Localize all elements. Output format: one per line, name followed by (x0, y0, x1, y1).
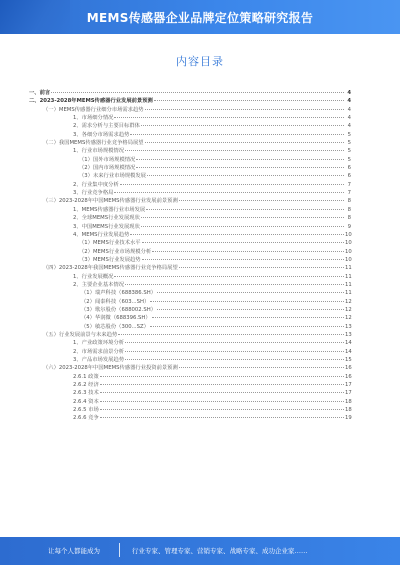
toc-entry-label: 2、行业集中度分析 (73, 181, 119, 188)
toc-dot-leader (142, 254, 344, 260)
toc-dot-leader (150, 321, 344, 327)
toc-entry-page: 12 (345, 298, 352, 305)
toc-entry-label: 1、MEMS传感器行业市场发展 (73, 206, 146, 213)
toc-dot-leader (120, 179, 344, 185)
toc-entry-page: 14 (345, 348, 352, 355)
toc-dot-leader (51, 87, 344, 93)
toc-dot-leader (100, 404, 344, 410)
toc-dot-leader (141, 120, 344, 126)
toc-dot-leader (150, 296, 344, 302)
toc-entry-label: （1）国外市场规模情况 (79, 156, 136, 163)
toc-dot-leader (136, 154, 344, 160)
table-of-contents (29, 88, 351, 422)
toc-entry-label: （三）2023-2028年中国MEMS传感器行业发展前景预测 (43, 198, 178, 205)
toc-entry-page: 4 (347, 123, 351, 130)
toc-dot-leader (125, 337, 344, 343)
toc-entry-page: 5 (347, 156, 351, 163)
toc-entry-page: 12 (345, 315, 352, 322)
toc-entry-label: （二）我国MEMS传感器行业竞争格局展望 (43, 140, 144, 147)
toc-dot-leader (179, 262, 344, 268)
toc-entry-label: （1）瑞声科技（688386.SH） (81, 290, 156, 297)
toc-dot-leader (130, 129, 344, 135)
footer-slogan-left: 让每个人都能成为 (48, 547, 100, 555)
toc-entry-label: 1、行业发展概况 (73, 273, 114, 280)
toc-entry-page: 4 (347, 106, 351, 113)
toc-entry-page: 10 (345, 231, 352, 238)
toc-dot-leader (118, 329, 344, 335)
toc-entry-page: 6 (347, 173, 351, 180)
toc-entry-page: 6 (347, 165, 351, 172)
toc-entry-page: 7 (347, 181, 351, 188)
toc-dot-leader (146, 204, 344, 210)
toc-heading: 内容目录 (176, 55, 224, 68)
toc-entry-page: 11 (345, 273, 352, 280)
toc-entry-page: 4 (347, 115, 351, 122)
toc-dot-leader (100, 412, 344, 418)
toc-entry-page: 13 (345, 331, 352, 338)
toc-entry-page: 5 (347, 140, 351, 147)
toc-entry-page: 9 (347, 223, 351, 230)
toc-entry-label: 1、产业政策环境分析 (73, 340, 125, 347)
toc-entry-page: 10 (345, 256, 352, 263)
toc-entry-page: 18 (345, 398, 352, 405)
toc-entry-label: （2）MEMS行业市场规模分析 (79, 248, 152, 255)
toc-dot-leader (145, 137, 344, 143)
footer-slogan-right: 行业专家、管理专家、营销专家、战略专家、成功企业家…… (132, 547, 308, 555)
toc-entry-label: 3、行业竞争格局 (73, 190, 114, 197)
toc-entry-page: 19 (345, 415, 352, 422)
footer-divider (119, 543, 120, 557)
toc-dot-leader (152, 312, 344, 318)
toc-entry-label: 2、全球MEMS行业发展现状 (73, 215, 140, 222)
toc-dot-leader (114, 112, 344, 118)
toc-dot-leader (179, 195, 344, 201)
toc-entry-label: 2.6.4 资本 (73, 398, 99, 405)
toc-entry-label: 一、前言 (29, 90, 51, 96)
toc-entry-label: 2、需求分析与主要目标群体 (73, 123, 140, 130)
toc-dot-leader (100, 371, 344, 377)
toc-entry-page: 12 (345, 306, 352, 313)
toc-entry-page: 10 (345, 248, 352, 255)
header-banner (0, 0, 400, 34)
toc-entry-label: （2）国内市场规模情况 (79, 165, 136, 172)
toc-entry-page: 14 (345, 340, 352, 347)
toc-entry-label: 2.6.2 经济 (73, 382, 99, 389)
toc-entry-label: 3、中国MEMS行业发展现状 (73, 223, 140, 230)
toc-entry-page: 18 (345, 407, 352, 414)
toc-entry-page: 4 (347, 98, 351, 105)
toc-entry-label: 1、行业市场规模情况 (73, 148, 125, 155)
toc-entry-label: （3）歌尔股份（688002.SH） (81, 306, 156, 313)
toc-dot-leader (130, 229, 344, 235)
toc-entry-page: 11 (345, 290, 352, 297)
toc-dot-leader (157, 287, 344, 293)
toc-entry-label: 4、MEMS行业发展趋势 (73, 231, 130, 238)
toc-dot-leader (147, 170, 344, 176)
toc-dot-leader (152, 246, 344, 252)
toc-entry-page: 7 (347, 190, 351, 197)
toc-dot-leader (157, 304, 344, 310)
toc-entry-page: 13 (345, 323, 352, 330)
toc-entry-page: 11 (345, 265, 352, 272)
toc-entry-label: （六）2023-2028年中国MEMS传感器行业投资前景预测 (43, 365, 178, 372)
toc-entry-label: （一）MEMS传感器行业细分市场需求趋势 (43, 106, 144, 113)
toc-dot-leader (114, 271, 344, 277)
toc-dot-leader (100, 379, 344, 385)
toc-entry-page: 15 (345, 357, 352, 363)
toc-entry-page: 8 (347, 198, 351, 205)
report-title: MEMS传感器企业品牌定位策略研究报告 (86, 11, 314, 25)
toc-entry[interactable] (29, 413, 351, 421)
toc-entry-page: 16 (345, 373, 352, 380)
toc-entry-page: 8 (347, 206, 351, 213)
toc-entry-page: 8 (347, 215, 351, 222)
toc-entry-label: 2.6.6 竞争 (73, 415, 99, 422)
toc-dot-leader (100, 387, 344, 393)
toc-entry-label: 二、2023-2028年MEMS传感器行业发展前景预测 (29, 98, 153, 105)
toc-entry-label: 3、各细分市场需求趋势 (73, 131, 130, 138)
toc-entry-page: 17 (345, 390, 352, 397)
toc-entry-label: 2.6.1 政策 (73, 373, 99, 380)
toc-entry-page: 5 (347, 131, 351, 138)
toc-dot-leader (136, 162, 344, 168)
footer-banner (0, 537, 400, 565)
toc-entry-page: 16 (345, 365, 352, 372)
toc-entry-label: （1）MEMS行业技术水平 (79, 240, 141, 247)
toc-dot-leader (125, 145, 344, 151)
toc-entry-label: 2.6.5 市场 (73, 407, 99, 414)
toc-entry-page: 17 (345, 382, 352, 389)
toc-entry-label: （3）未来行业市场规模发展 (79, 173, 146, 180)
toc-dot-leader (145, 104, 344, 110)
toc-dot-leader (154, 95, 344, 101)
toc-entry-page: 10 (345, 240, 352, 247)
toc-dot-leader (114, 187, 344, 193)
toc-entry-label: 2、主要企业基本情况 (73, 281, 125, 288)
toc-entry-label: （4）华润微（688396.SH） (81, 315, 151, 322)
toc-dot-leader (179, 362, 344, 368)
toc-dot-leader (125, 354, 344, 360)
toc-dot-leader (141, 221, 344, 227)
toc-entry-label: （3）MEMS行业发展趋势 (79, 256, 141, 263)
toc-entry-label: 3、产品市场发展趋势 (73, 357, 125, 363)
toc-dot-leader (141, 212, 344, 218)
toc-dot-leader (142, 237, 344, 243)
toc-dot-leader (100, 396, 344, 402)
toc-entry-label: 2.6.3 技术 (73, 390, 99, 397)
toc-entry-page: 4 (347, 90, 351, 96)
toc-entry-page: 11 (345, 281, 352, 288)
toc-entry-page: 5 (347, 148, 351, 155)
toc-entry-label: （5）敏芯股份（300...SZ） (81, 323, 149, 330)
toc-entry-label: （五）行业发展前景与未来趋势 (43, 331, 118, 338)
toc-entry-label: （2）闻泰科技（603...SH） (81, 298, 150, 305)
toc-dot-leader (125, 279, 344, 285)
toc-entry-label: （四）2023-2028年我国MEMS传感器行业竞争格局展望 (43, 265, 178, 272)
toc-dot-leader (125, 346, 344, 352)
toc-entry-label: 2、市场需求前景分析 (73, 348, 125, 355)
toc-entry-label: 1、市场细分情况 (73, 115, 114, 122)
